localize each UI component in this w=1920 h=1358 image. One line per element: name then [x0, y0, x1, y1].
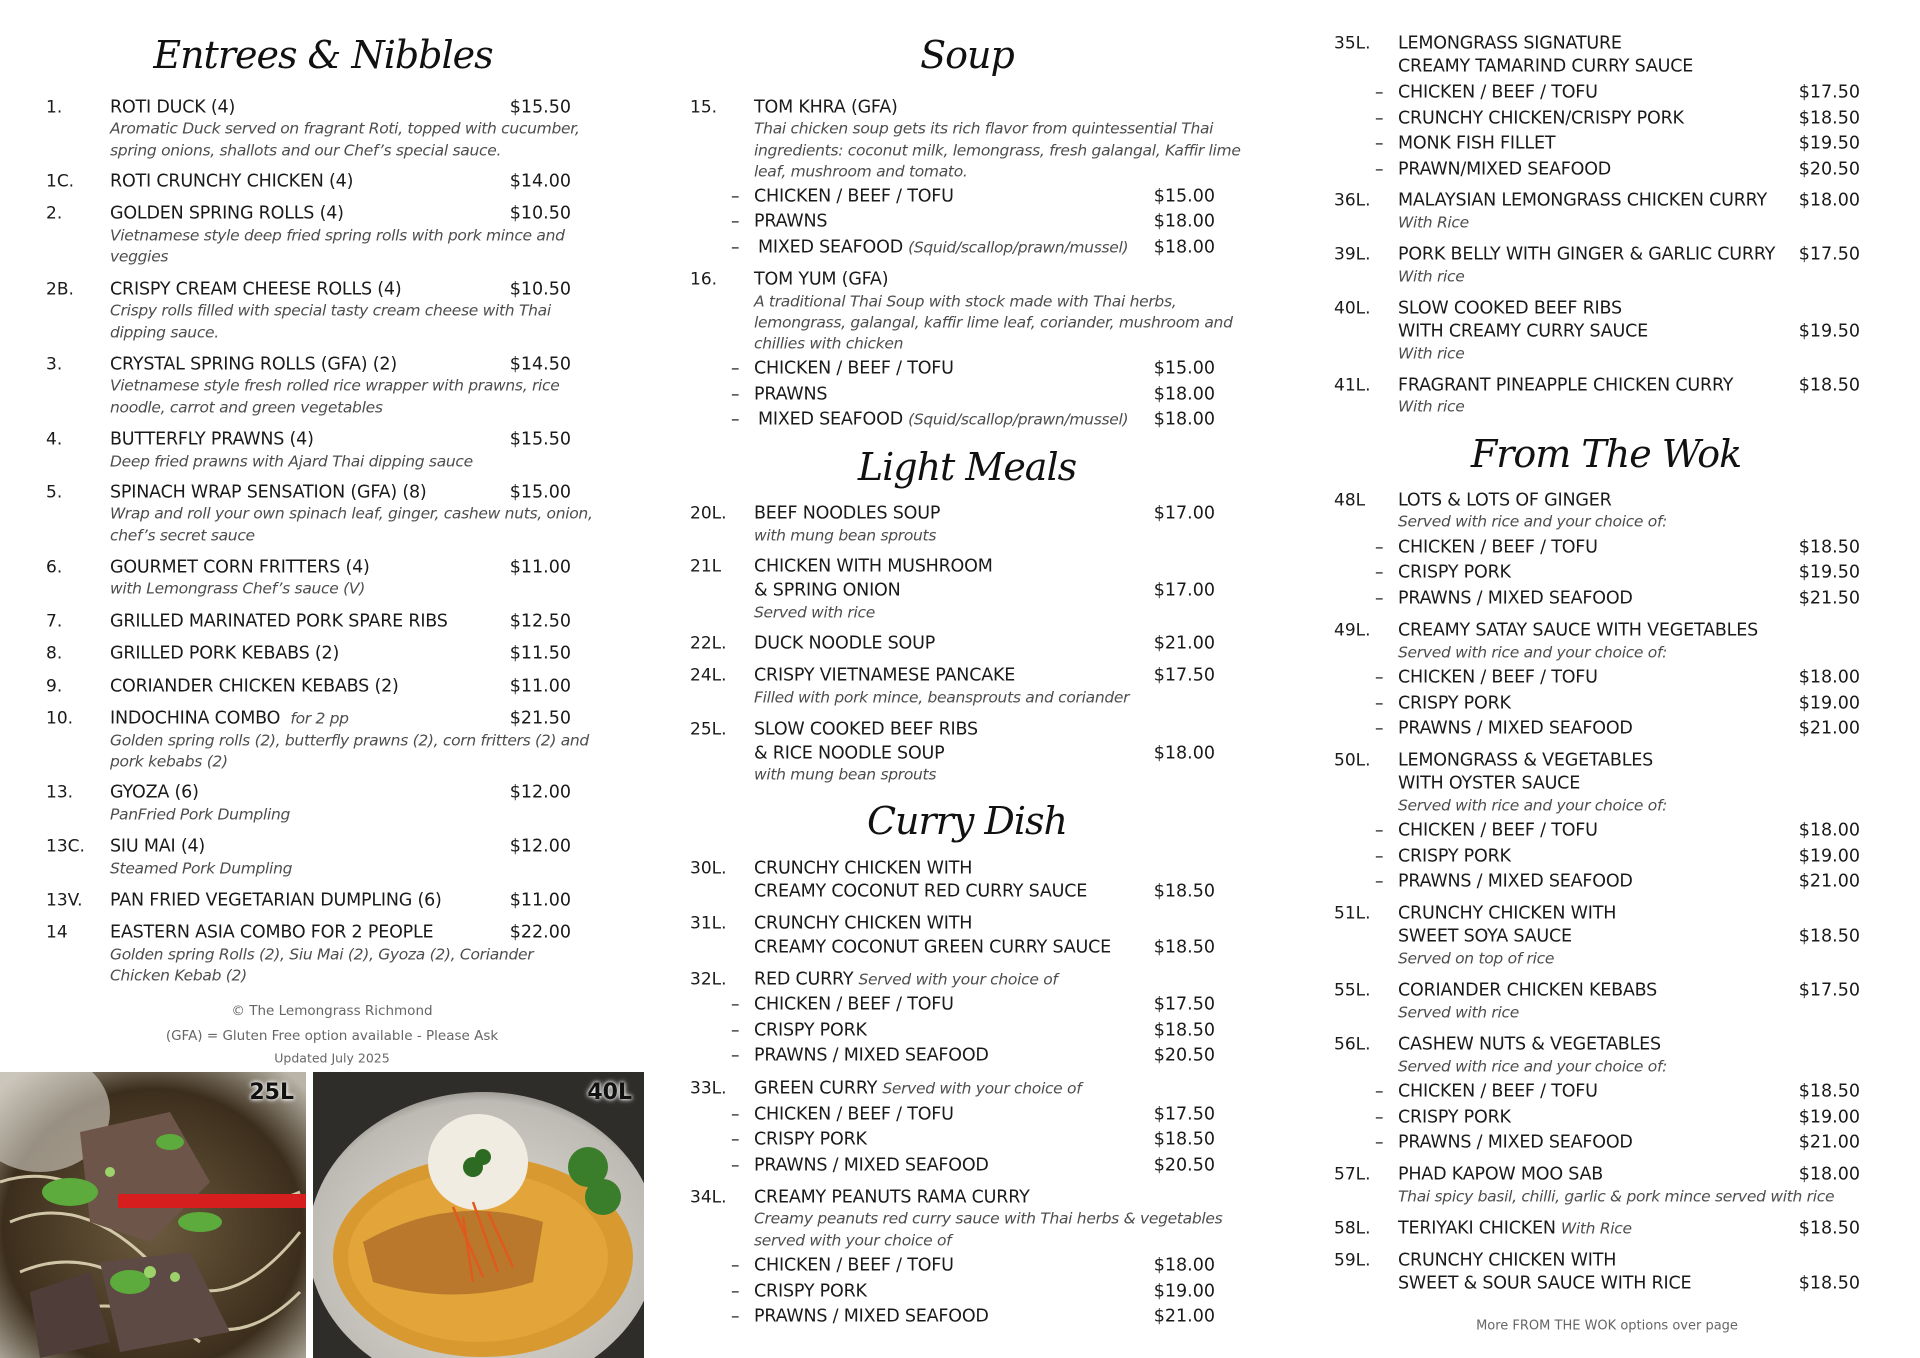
item-description: Chicken Kebab (2)	[110, 966, 247, 985]
option-label: CHICKEN / BEEF / TOFU	[1398, 1081, 1598, 1102]
item-description: with Lemongrass Chef’s sauce (V)	[110, 579, 365, 598]
item-description: Thai spicy basil, chilli, garlic & pork mince served with rice	[1398, 1187, 1835, 1206]
item-description: Served with rice and your choice of:	[1398, 643, 1668, 662]
item-price: $22.00	[509, 922, 571, 943]
item-number: 41L.	[1334, 375, 1371, 396]
item-price: $17.50	[1798, 980, 1860, 1001]
item-number: 56L.	[1334, 1034, 1371, 1055]
item-description: chillies with chicken	[754, 334, 904, 353]
item-price: $18.50	[1153, 881, 1215, 902]
dash-bullet: –	[1375, 562, 1384, 583]
item-name: GRILLED MARINATED PORK SPARE RIBS	[110, 611, 448, 632]
option-price: $15.00	[1153, 358, 1215, 379]
option-label: CHICKEN / BEEF / TOFU	[754, 1104, 954, 1125]
option-price: $20.50	[1798, 159, 1860, 180]
option-label: CHICKEN / BEEF / TOFU	[1398, 537, 1598, 558]
option-price: $15.00	[1153, 186, 1215, 207]
item-inline-note: for 2 pp	[290, 709, 349, 728]
item-name: SWEET SOYA SAUCE	[1398, 926, 1572, 947]
option-label: MONK FISH FILLET	[1398, 133, 1556, 154]
dash-bullet: –	[731, 237, 740, 258]
item-number: 32L.	[690, 969, 727, 990]
option-price: $18.00	[1798, 820, 1860, 841]
option-label: CRISPY PORK	[754, 1020, 867, 1041]
item-description: veggies	[110, 247, 169, 266]
item-name-line	[110, 710, 349, 728]
item-price: $15.00	[509, 482, 571, 503]
item-number: 5.	[46, 482, 63, 503]
item-description: Golden spring Rolls (2), Siu Mai (2), Gyoza (2), Coriander	[110, 945, 534, 964]
option-label: CRISPY PORK	[1398, 562, 1511, 583]
option-price: $19.00	[1798, 693, 1860, 714]
item-description: Crispy rolls filled with special tasty cream cheese with Thai	[110, 301, 551, 320]
item-name: CRUNCHY CHICKEN WITH	[1398, 1250, 1617, 1271]
item-inline-note: With Rice	[1560, 1219, 1632, 1238]
item-name: SLOW COOKED BEEF RIBS	[1398, 298, 1622, 319]
dash-bullet: –	[1375, 667, 1384, 688]
item-description: Served with rice and your choice of:	[1398, 1057, 1668, 1076]
item-name: SLOW COOKED BEEF RIBS	[754, 719, 978, 740]
option-label: PRAWNS / MIXED SEAFOOD	[754, 1045, 989, 1066]
item-price: $17.50	[1153, 665, 1215, 686]
option-price: $21.00	[1798, 1132, 1860, 1153]
item-number: 16.	[690, 269, 718, 290]
item-name: INDOCHINA COMBO	[110, 708, 281, 729]
item-number: 57L.	[1334, 1164, 1371, 1185]
item-description: Creamy peanuts red curry sauce with Thai herbs & vegetables	[754, 1209, 1223, 1228]
item-name: LEMONGRASS SIGNATURE	[1398, 33, 1622, 54]
item-description: spring onions, shallots and our Chef’s special sauce.	[110, 141, 502, 160]
item-price: $11.00	[509, 557, 571, 578]
item-description: With rice	[1398, 344, 1465, 363]
item-description: Vietnamese style fresh rolled rice wrapper with prawns, rice	[110, 376, 560, 395]
item-number: 1.	[46, 97, 63, 118]
item-name: MALAYSIAN LEMONGRASS CHICKEN CURRY	[1398, 190, 1768, 211]
more-options-note: More FROM THE WOK options over page	[1476, 1318, 1738, 1334]
item-number: 49L.	[1334, 620, 1371, 641]
item-name: GYOZA (6)	[110, 782, 199, 803]
item-name: & RICE NOODLE SOUP	[754, 743, 945, 764]
item-number: 51L.	[1334, 903, 1371, 924]
option-price: $18.00	[1153, 409, 1215, 430]
option-label: CRUNCHY CHICKEN/CRISPY PORK	[1398, 108, 1684, 129]
option-label: CRISPY PORK	[754, 1129, 867, 1150]
item-description: Steamed Pork Dumpling	[110, 859, 293, 878]
item-description: Vietnamese style deep fried spring rolls with pork mince and	[110, 226, 565, 245]
item-name: CRYSTAL SPRING ROLLS (GFA) (2)	[110, 354, 397, 375]
item-price: $17.00	[1153, 580, 1215, 601]
option-label-line	[758, 239, 1128, 257]
item-price: $15.50	[509, 97, 571, 118]
option-label: CRISPY PORK	[1398, 846, 1511, 867]
item-name: TOM KHRA (GFA)	[754, 97, 898, 118]
item-name: TOM YUM (GFA)	[754, 269, 889, 290]
dash-bullet: –	[1375, 159, 1384, 180]
dash-bullet: –	[731, 1129, 740, 1150]
item-number: 39L.	[1334, 244, 1371, 265]
item-description: Filled with pork mince, beansprouts and coriander	[754, 688, 1130, 707]
item-price: $14.00	[509, 171, 571, 192]
option-price: $18.50	[1798, 537, 1860, 558]
dash-bullet: –	[1375, 871, 1384, 892]
item-price: $15.50	[509, 429, 571, 450]
item-description: Served with rice and your choice of:	[1398, 512, 1668, 531]
item-name: BUTTERFLY PRAWNS (4)	[110, 429, 314, 450]
item-name: CREAMY COCONUT GREEN CURRY SAUCE	[754, 937, 1111, 958]
item-description: Aromatic Duck served on fragrant Roti, topped with cucumber,	[110, 119, 580, 138]
item-number: 58L.	[1334, 1218, 1371, 1239]
section-title-light-meals: Light Meals	[857, 445, 1077, 489]
item-description: Served with rice and your choice of:	[1398, 796, 1668, 815]
item-price: $21.00	[1153, 633, 1215, 654]
item-description: Served with rice	[1398, 1003, 1519, 1022]
option-price: $20.50	[1153, 1155, 1215, 1176]
item-number: 31L.	[690, 913, 727, 934]
item-number: 20L.	[690, 503, 727, 524]
option-label: PRAWNS / MIXED SEAFOOD	[754, 1155, 989, 1176]
option-price: $18.00	[1153, 1255, 1215, 1276]
item-price: $18.00	[1798, 190, 1860, 211]
option-label: PRAWNS	[754, 211, 828, 232]
option-price: $18.00	[1153, 211, 1215, 232]
item-number: 10.	[46, 708, 74, 729]
dash-bullet: –	[731, 358, 740, 379]
option-label: CRISPY PORK	[1398, 1107, 1511, 1128]
item-description: with mung bean sprouts	[754, 526, 937, 545]
option-price: $21.00	[1153, 1306, 1215, 1327]
option-price: $19.00	[1798, 846, 1860, 867]
item-number: 13.	[46, 782, 74, 803]
food-photo-40l	[313, 1072, 644, 1358]
item-number: 4.	[46, 429, 63, 450]
item-name-line	[1398, 1220, 1632, 1238]
item-price: $17.50	[1798, 244, 1860, 265]
beef-ribs-curry-image	[313, 1072, 644, 1358]
item-name: CRUNCHY CHICKEN WITH	[754, 858, 973, 879]
item-number: 22L.	[690, 633, 727, 654]
photo-label: 40L	[587, 1080, 632, 1105]
item-name: CRISPY VIETNAMESE PANCAKE	[754, 665, 1016, 686]
dash-bullet: –	[1375, 820, 1384, 841]
item-description: served with your choice of	[754, 1231, 952, 1250]
item-number: 25L.	[690, 719, 727, 740]
item-description: PanFried Pork Dumpling	[110, 805, 291, 824]
option-label: PRAWNS / MIXED SEAFOOD	[754, 1306, 989, 1327]
item-description: Served on top of rice	[1398, 949, 1555, 968]
item-number: 1C.	[46, 171, 75, 192]
option-label: MIXED SEAFOOD	[758, 409, 903, 430]
dash-bullet: –	[1375, 1132, 1384, 1153]
option-label: PRAWNS / MIXED SEAFOOD	[1398, 718, 1633, 739]
dash-bullet: –	[731, 994, 740, 1015]
item-price: $18.50	[1798, 1218, 1860, 1239]
item-price: $18.50	[1798, 375, 1860, 396]
item-name: TERIYAKI CHICKEN	[1398, 1218, 1556, 1239]
option-label: PRAWNS / MIXED SEAFOOD	[1398, 871, 1633, 892]
updated-note: Updated July 2025	[274, 1050, 390, 1066]
item-price: $18.00	[1153, 743, 1215, 764]
item-number: 2B.	[46, 279, 74, 300]
item-name: CREAMY TAMARIND CURRY SAUCE	[1398, 56, 1694, 77]
item-description: ingredients: coconut milk, lemongrass, fresh galangal, Kaffir lime	[754, 141, 1241, 160]
item-number: 24L.	[690, 665, 727, 686]
item-name: ROTI DUCK (4)	[110, 97, 236, 118]
item-name: CHICKEN WITH MUSHROOM	[754, 556, 993, 577]
item-name: FRAGRANT PINEAPPLE CHICKEN CURRY	[1398, 375, 1734, 396]
photo-label: 25L	[249, 1080, 294, 1105]
item-name: ROTI CRUNCHY CHICKEN (4)	[110, 171, 354, 192]
item-number: 2.	[46, 203, 63, 224]
option-price: $21.00	[1798, 718, 1860, 739]
item-name: GOLDEN SPRING ROLLS (4)	[110, 203, 344, 224]
item-price: $12.00	[509, 836, 571, 857]
item-number: 9.	[46, 676, 63, 697]
item-number: 3.	[46, 354, 63, 375]
item-description: leaf, mushroom and tomato.	[754, 162, 968, 181]
food-photo-25l	[0, 1072, 306, 1358]
item-name: BEEF NOODLES SOUP	[754, 503, 941, 524]
dash-bullet: –	[1375, 82, 1384, 103]
item-name: CRUNCHY CHICKEN WITH	[1398, 903, 1617, 924]
item-name: CRISPY CREAM CHEESE ROLLS (4)	[110, 279, 402, 300]
item-name: SPINACH WRAP SENSATION (GFA) (8)	[110, 482, 427, 503]
section-title-entrees: Entrees & Nibbles	[153, 33, 493, 77]
menu-column-entrees	[0, 0, 650, 1358]
item-price: $18.50	[1798, 926, 1860, 947]
item-number: 13V.	[46, 890, 83, 911]
item-name: CORIANDER CHICKEN KEBABS	[1398, 980, 1658, 1001]
item-number: 21L	[690, 556, 722, 577]
item-name: GREEN CURRY	[754, 1078, 878, 1099]
item-number: 35L.	[1334, 33, 1371, 54]
item-name: PAN FRIED VEGETARIAN DUMPLING (6)	[110, 890, 442, 911]
item-name: PORK BELLY WITH GINGER & GARLIC CURRY	[1398, 244, 1776, 265]
item-name: CORIANDER CHICKEN KEBABS (2)	[110, 676, 399, 697]
dash-bullet: –	[1375, 846, 1384, 867]
item-price: $11.00	[509, 890, 571, 911]
item-description: pork kebabs (2)	[110, 752, 228, 771]
option-price: $21.50	[1798, 588, 1860, 609]
item-name: & SPRING ONION	[754, 580, 901, 601]
item-price: $17.00	[1153, 503, 1215, 524]
dash-bullet: –	[731, 1281, 740, 1302]
item-number: 40L.	[1334, 298, 1371, 319]
item-name: LEMONGRASS & VEGETABLES	[1398, 750, 1654, 771]
item-name-line	[754, 1080, 1081, 1098]
dash-bullet: –	[731, 211, 740, 232]
item-description: noodle, carrot and green vegetables	[110, 398, 383, 417]
item-name: PHAD KAPOW MOO SAB	[1398, 1164, 1604, 1185]
option-price: $20.50	[1153, 1045, 1215, 1066]
option-label: CHICKEN / BEEF / TOFU	[1398, 820, 1598, 841]
item-description: Thai chicken soup gets its rich flavor from quintessential Thai	[754, 119, 1214, 138]
option-label-line	[758, 411, 1128, 429]
item-name: SWEET & SOUR SAUCE WITH RICE	[1398, 1273, 1692, 1294]
section-title-soup: Soup	[920, 33, 1014, 77]
option-label: PRAWNS / MIXED SEAFOOD	[1398, 588, 1633, 609]
dash-bullet: –	[731, 186, 740, 207]
item-name: GOURMET CORN FRITTERS (4)	[110, 557, 370, 578]
copyright-note: © The Lemongrass Richmond	[231, 1003, 433, 1019]
option-label: PRAWNS	[754, 384, 828, 405]
option-price: $18.00	[1798, 667, 1860, 688]
item-description: With rice	[1398, 267, 1465, 286]
dash-bullet: –	[731, 1255, 740, 1276]
option-note: (Squid/scallop/prawn/mussel)	[908, 410, 1129, 429]
option-price: $18.00	[1153, 237, 1215, 258]
item-name: LOTS & LOTS OF GINGER	[1398, 490, 1612, 511]
item-number: 14	[46, 922, 68, 943]
dash-bullet: –	[1375, 588, 1384, 609]
item-name: CREAMY SATAY SAUCE WITH VEGETABLES	[1398, 620, 1758, 641]
item-number: 34L.	[690, 1187, 727, 1208]
dash-bullet: –	[1375, 1107, 1384, 1128]
dash-bullet: –	[1375, 718, 1384, 739]
item-name: CASHEW NUTS & VEGETABLES	[1398, 1034, 1661, 1055]
item-price: $18.50	[1153, 937, 1215, 958]
item-number: 30L.	[690, 858, 727, 879]
dash-bullet: –	[731, 409, 740, 430]
item-price: $12.50	[509, 611, 571, 632]
option-label: CHICKEN / BEEF / TOFU	[754, 994, 954, 1015]
option-price: $18.00	[1153, 384, 1215, 405]
beef-noodle-soup-image	[0, 1072, 306, 1358]
item-name: GRILLED PORK KEBABS (2)	[110, 643, 340, 664]
option-price: $18.50	[1798, 108, 1860, 129]
item-description: chef’s secret sauce	[110, 526, 255, 545]
item-price: $14.50	[509, 354, 571, 375]
option-price: $21.00	[1798, 871, 1860, 892]
option-label: CHICKEN / BEEF / TOFU	[1398, 82, 1598, 103]
item-description: Deep fried prawns with Ajard Thai dipping sauce	[110, 452, 473, 471]
item-description: Golden spring rolls (2), butterfly prawns (2), corn fritters (2) and	[110, 731, 589, 750]
option-price: $18.50	[1153, 1020, 1215, 1041]
item-number: 13C.	[46, 836, 85, 857]
item-description: dipping sauce.	[110, 323, 219, 342]
option-price: $18.50	[1798, 1081, 1860, 1102]
dash-bullet: –	[731, 1155, 740, 1176]
dash-bullet: –	[731, 1104, 740, 1125]
option-label: PRAWNS / MIXED SEAFOOD	[1398, 1132, 1633, 1153]
item-description: Served with rice	[754, 603, 875, 622]
item-number: 6.	[46, 557, 63, 578]
option-label: MIXED SEAFOOD	[758, 237, 903, 258]
option-label: PRAWN/MIXED SEAFOOD	[1398, 159, 1612, 180]
item-name: WITH OYSTER SAUCE	[1398, 773, 1581, 794]
item-price: $12.00	[509, 782, 571, 803]
option-price: $18.50	[1153, 1129, 1215, 1150]
item-name: CREAMY COCONUT RED CURRY SAUCE	[754, 881, 1088, 902]
gfa-note: (GFA) = Gluten Free option available - Please Ask	[165, 1028, 499, 1044]
option-price: $19.00	[1798, 1107, 1860, 1128]
item-number: 50L.	[1334, 750, 1371, 771]
item-name: WITH CREAMY CURRY SAUCE	[1398, 321, 1649, 342]
dash-bullet: –	[731, 384, 740, 405]
item-inline-note: Served with your choice of	[882, 1079, 1082, 1098]
item-description: A traditional Thai Soup with stock made with Thai herbs,	[754, 292, 1177, 311]
item-description: Wrap and roll your own spinach leaf, ginger, cashew nuts, onion,	[110, 504, 593, 523]
item-name-line	[754, 971, 1058, 989]
dash-bullet: –	[731, 1306, 740, 1327]
item-price: $10.50	[509, 279, 571, 300]
item-price: $11.00	[509, 676, 571, 697]
item-description: lemongrass, galangal, kaffir lime leaf, coriander, mushroom and	[754, 313, 1233, 332]
item-price: $10.50	[509, 203, 571, 224]
item-number: 8.	[46, 643, 63, 664]
option-price: $19.00	[1153, 1281, 1215, 1302]
item-name: EASTERN ASIA COMBO FOR 2 PEOPLE	[110, 922, 434, 943]
option-price: $17.50	[1153, 994, 1215, 1015]
option-price: $19.50	[1798, 133, 1860, 154]
item-number: 15.	[690, 97, 718, 118]
item-number: 48L	[1334, 490, 1366, 511]
item-number: 33L.	[690, 1078, 727, 1099]
option-label: CHICKEN / BEEF / TOFU	[754, 186, 954, 207]
item-number: 7.	[46, 611, 63, 632]
item-name: SIU MAI (4)	[110, 836, 206, 857]
section-title-curry-dish: Curry Dish	[866, 799, 1068, 843]
item-number: 36L.	[1334, 190, 1371, 211]
section-title-from-the-wok: From The Wok	[1470, 432, 1742, 476]
dash-bullet: –	[731, 1020, 740, 1041]
item-price: $18.50	[1798, 1273, 1860, 1294]
item-price: $18.00	[1798, 1164, 1860, 1185]
item-price: $21.50	[509, 708, 571, 729]
dash-bullet: –	[1375, 693, 1384, 714]
item-number: 55L.	[1334, 980, 1371, 1001]
item-name: RED CURRY	[754, 969, 854, 990]
dash-bullet: –	[1375, 537, 1384, 558]
dash-bullet: –	[1375, 133, 1384, 154]
item-description: with mung bean sprouts	[754, 765, 937, 784]
dash-bullet: –	[1375, 1081, 1384, 1102]
dash-bullet: –	[731, 1045, 740, 1066]
item-name: DUCK NOODLE SOUP	[754, 633, 936, 654]
option-label: CRISPY PORK	[754, 1281, 867, 1302]
option-price: $19.50	[1798, 562, 1860, 583]
option-label: CRISPY PORK	[1398, 693, 1511, 714]
item-price: $11.50	[509, 643, 571, 664]
option-price: $17.50	[1798, 82, 1860, 103]
item-description: With Rice	[1398, 213, 1469, 232]
item-price: $19.50	[1798, 321, 1860, 342]
item-description: With rice	[1398, 397, 1465, 416]
item-name: CRUNCHY CHICKEN WITH	[754, 913, 973, 934]
option-label: CHICKEN / BEEF / TOFU	[754, 1255, 954, 1276]
option-price: $17.50	[1153, 1104, 1215, 1125]
item-number: 59L.	[1334, 1250, 1371, 1271]
option-label: CHICKEN / BEEF / TOFU	[1398, 667, 1598, 688]
option-note: (Squid/scallop/prawn/mussel)	[908, 238, 1129, 257]
option-label: CHICKEN / BEEF / TOFU	[754, 358, 954, 379]
dash-bullet: –	[1375, 108, 1384, 129]
item-name: CREAMY PEANUTS RAMA CURRY	[754, 1187, 1030, 1208]
item-inline-note: Served with your choice of	[858, 970, 1058, 989]
